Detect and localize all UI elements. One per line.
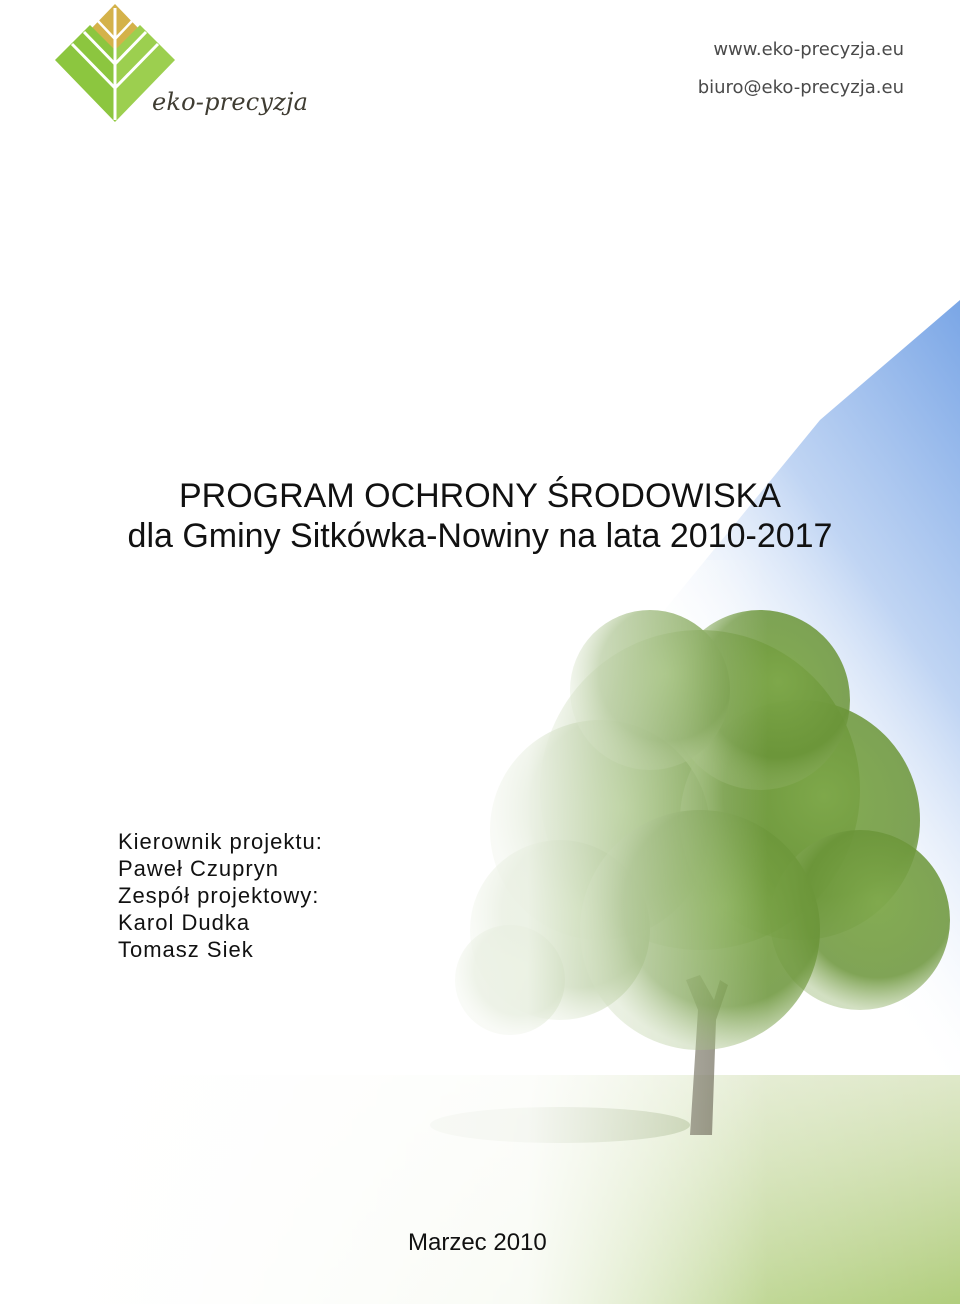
team-label: Zespół projektowy: [118,883,320,908]
company-logo [52,2,309,127]
contact-info [698,40,904,98]
title-line-2: dla Gminy Sitkówka-Nowiny na lata 2010-2017 [127,517,833,555]
team-member: Tomasz Siek [118,937,254,962]
document-date: Marzec 2010 [408,1229,547,1256]
team-member: Karol Dudka [118,910,251,935]
document-title [0,476,960,556]
email-link[interactable]: biuro@eko-precyzja.eu [697,77,904,98]
project-team [118,828,323,963]
title-line-1: PROGRAM OCHRONY ŚRODOWISKA [179,477,781,515]
manager-label: Kierownik projektu: [118,829,323,854]
manager-name: Paweł Czupryn [118,856,279,881]
logo-wordmark: eko-precyzja [152,88,309,116]
website-link[interactable]: www.eko-precyzja.eu [713,39,904,60]
